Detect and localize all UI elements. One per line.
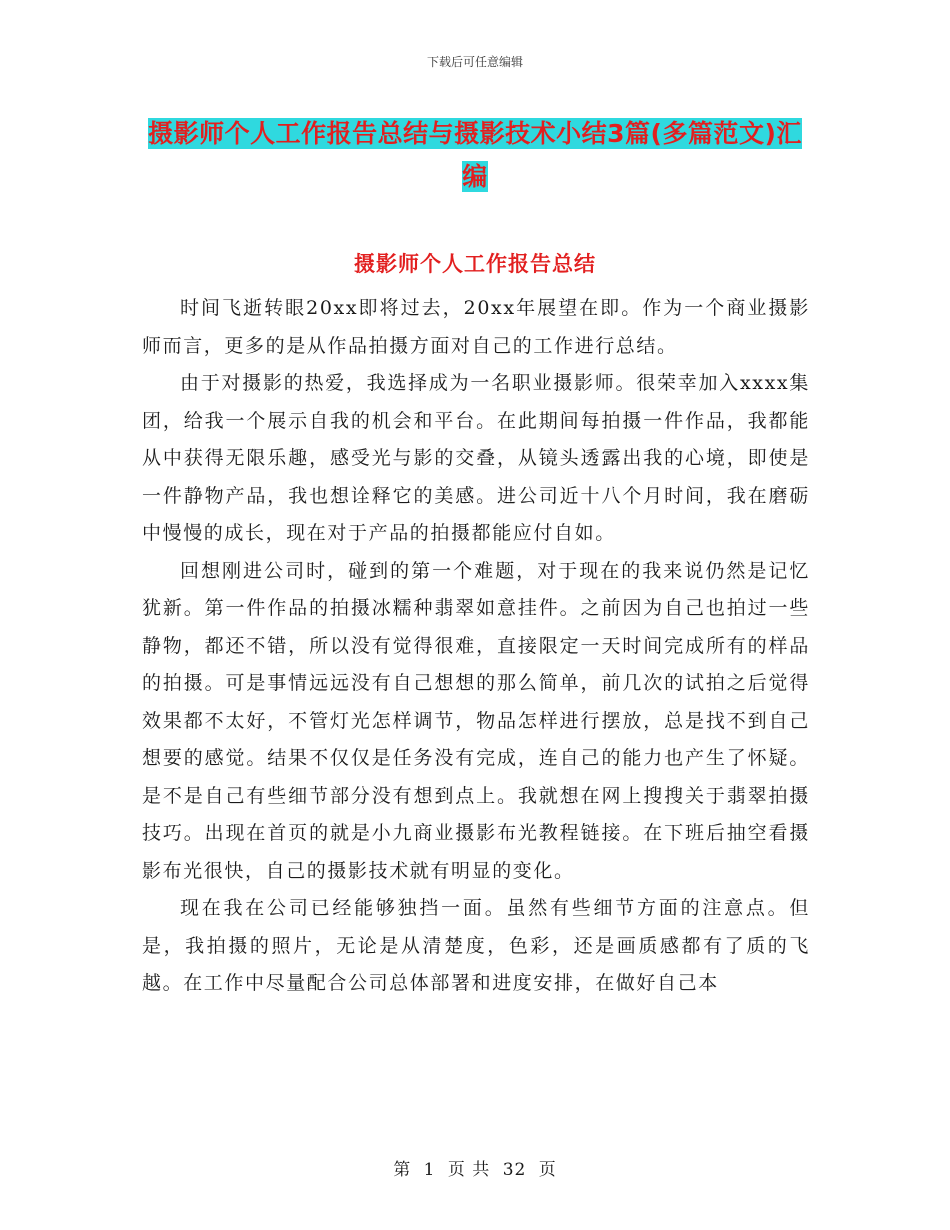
paragraph: 现在我在公司已经能够独挡一面。虽然有些细节方面的注意点。但是，我拍摄的照片，无论是从清楚度，色彩，还是画质感都有了质的飞越。在工作中尽量配合公司总体部署和进度安排，在做好自己本 <box>142 897 810 994</box>
section-heading: 摄影师个人工作报告总结 <box>354 252 596 276</box>
document-title <box>140 112 810 198</box>
footer-suffix: 页 <box>538 1160 557 1180</box>
header-note: 下载后可任意编辑 <box>426 55 523 69</box>
paragraph: 由于对摄影的热爱，我选择成为一名职业摄影师。很荣幸加入xxxx集团，给我一个展示自我的机会和平台。在此期间每拍摄一件作品，我都能从中获得无限乐趣，感受光与影的交叠，从镜头透露出我的心境，即使是一件静物产品，我也想诠释它的美感。进公司近十八个月时间，我在磨砺中慢慢的成长，现在对于产品的拍摄都能应付自如。 <box>142 372 810 544</box>
body-text <box>142 290 810 1003</box>
footer-page-number: 1 <box>423 1160 436 1180</box>
document-title-text: 摄影师个人工作报告总结与摄影技术小结3篇(多篇范文)汇编 <box>148 119 802 191</box>
footer-middle: 页 共 <box>447 1160 491 1180</box>
paragraph: 时间飞逝转眼20xx即将过去，20xx年展望在即。作为一个商业摄影师而言，更多的是从作品拍摄方面对自己的工作进行总结。 <box>142 297 810 357</box>
footer-prefix: 第 <box>393 1160 412 1180</box>
footer-total-pages: 32 <box>502 1160 527 1180</box>
page-footer <box>0 1155 950 1180</box>
paragraph: 回想刚进公司时，碰到的第一个难题，对于现在的我来说仍然是记忆犹新。第一件作品的拍摄冰糯种翡翠如意挂件。之前因为自己也拍过一些静物，都还不错，所以没有觉得很难，直接限定一天时间完成所有的样品的拍摄。可是事情远远没有自己想想的那么简单，前几次的试拍之后觉得效果都不太好，不管灯光怎样调节，物品怎样进行摆放，总是找不到自己想要的感觉。结果不仅仅是任务没有完成，连自己的能力也产生了怀疑。是不是自己有些细节部分没有想到点上。我就想在网上搜搜关于翡翠拍摄技巧。出现在首页的就是小九商业摄影布光教程链接。在下班后抽空看摄影布光很快，自己的摄影技术就有明显的变化。 <box>142 559 810 882</box>
